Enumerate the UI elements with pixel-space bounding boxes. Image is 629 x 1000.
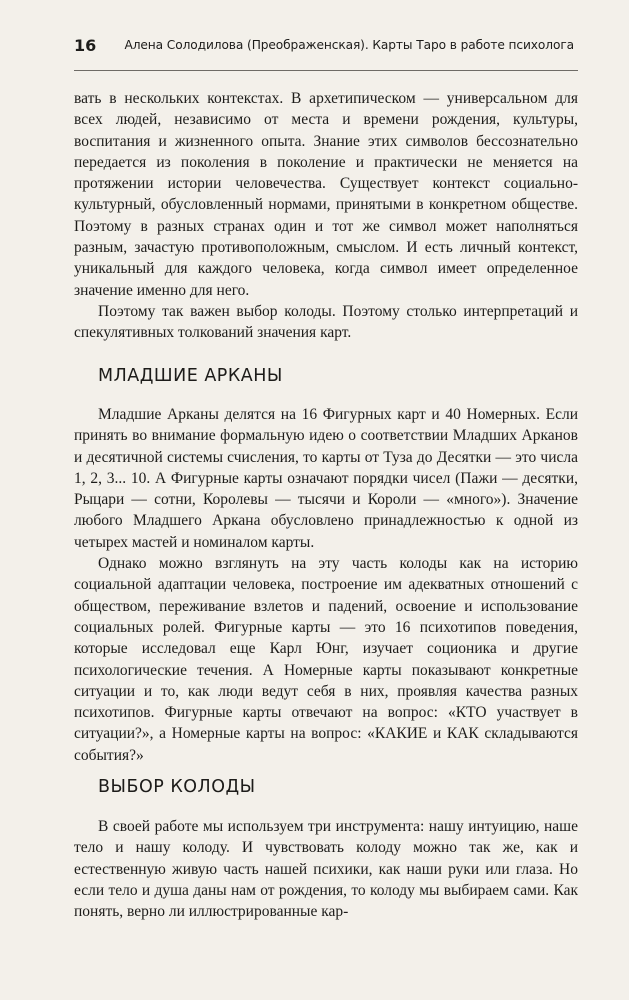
paragraph: В своей работе мы используем три инструмента: нашу интуицию, наше тело и нашу колоду. И чувствовать колоду можно так же, как и естественную живую часть нашей психики, как наши руки или глаза. Но если тело и душа даны нам от рождения, то колоду мы выбираем сами. Как понять, верно ли иллюстрированные кар- — [74, 818, 578, 921]
page-header — [74, 36, 574, 64]
paragraph: вать в нескольких контекстах. В архетипическом — универсальном для всех людей, независимо от места и времени рождения, культуры, воспитания и жизненного опыта. Знание этих символов бессознательно передается из поколения в поколение и практически не меняется на протяжении истории человечества. Существует контекст социально-культурный, обусловленный нормами, принятыми в конкретном обществе. Поэтому в разных странах один и тот же символ может наполняться разным, зачастую противоположным, смыслом. И есть личный контекст, уникальный для каждого человека, когда символ имеет определенное значение именно для него. — [74, 90, 578, 299]
section-heading-deck-choice: ВЫБОР КОЛОДЫ — [98, 777, 256, 797]
intro-text — [74, 88, 578, 344]
deck-choice-text — [74, 816, 578, 922]
paragraph: Младшие Арканы делятся на 16 Фигурных карт и 40 Номерных. Если принять во внимание формальную идею о соответствии Младших Арканов и десятичной системы счисления, то карты от Туза до Десятки — это числа 1, 2, 3... 10. А Фигурные карты означают порядки чисел (Пажи — десятки, Рыцари — сотни, Королевы — тысячи и Короли — «много»). Значение любого Младшего Аркана обусловлено принадлежностью к одной из четырех мастей и номиналом карты. — [74, 406, 578, 551]
section-heading-minor-arcana: МЛАДШИЕ АРКАНЫ — [98, 366, 283, 386]
paragraph: Однако можно взглянуть на эту часть колоды как на историю социальной адаптации человека, построение им адекватных отношений с обществом, переживание взлетов и падений, освоение и использование социальных ролей. Фигурные карты — это 16 психотипов поведения, которые исследовал еще Карл Юнг, изучает соционика и другие психологические течения. А Номерные карты показывают конкретные ситуации и то, как люди ведут себя в них, проявляя качества разных психотипов. Фигурные карты отвечают на вопрос: «КТО участвует в ситуации?», а Номерные карты на вопрос: «КАКИЕ и КАК складываются события?» — [74, 555, 578, 764]
running-head: Алена Солодилова (Преображенская). Карты Таро в работе психолога — [124, 38, 574, 52]
page-number: 16 — [74, 36, 97, 55]
paragraph: Поэтому так важен выбор колоды. Поэтому столько интерпретаций и спекулятивных толкований значения карт. — [74, 302, 578, 342]
header-rule — [74, 70, 578, 71]
minor-arcana-text — [74, 404, 578, 766]
